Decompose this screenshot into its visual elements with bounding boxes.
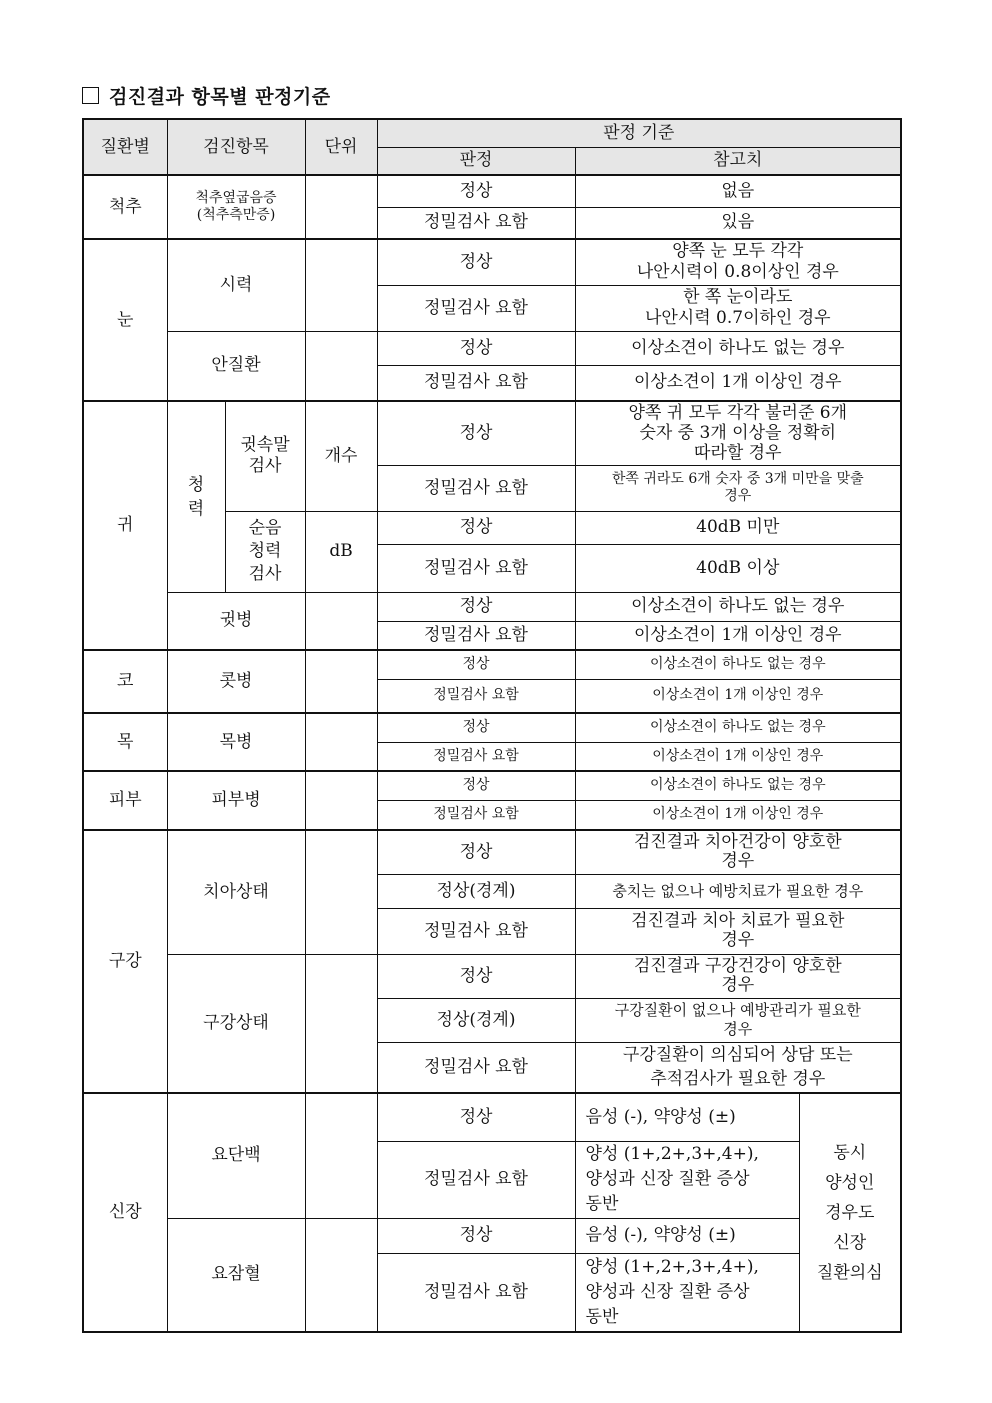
- unit-cell: 개수: [305, 401, 377, 511]
- reference-cell: 검진결과 구강건강이 양호한 경우: [575, 954, 901, 998]
- header-judgment: 판정: [377, 147, 575, 175]
- item-cell: 콧병: [167, 650, 305, 713]
- item-cell: 시력: [167, 239, 305, 331]
- judgment-cell: 정상(경계): [377, 998, 575, 1042]
- judgment-cell: 정상: [377, 954, 575, 998]
- reference-cell: 양쪽 눈 모두 각각 나안시력이 0.8이상인 경우: [575, 239, 901, 285]
- header-criteria: 판정 기준: [377, 119, 901, 147]
- reference-cell: 음성 (-), 약양성 (±): [575, 1218, 799, 1253]
- reference-cell: 이상소견이 하나도 없는 경우: [575, 331, 901, 365]
- disease-cell: 눈: [83, 239, 167, 401]
- table-row: [83, 830, 901, 874]
- unit-cell: dB: [305, 511, 377, 592]
- unit-cell: [305, 771, 377, 830]
- judgment-cell: 정밀검사 요함: [377, 465, 575, 511]
- title-text: 검진결과 항목별 판정기준: [109, 86, 331, 108]
- table-row: [83, 401, 901, 465]
- header-disease: 질환별: [83, 119, 167, 175]
- judgment-cell: 정상: [377, 401, 575, 465]
- unit-cell: [305, 175, 377, 239]
- unit-cell: [305, 239, 377, 331]
- reference-cell: 한 쪽 눈이라도 나안시력 0.7이하인 경우: [575, 285, 901, 331]
- kidney-note-cell: 동시 양성인 경우도 신장 질환의심: [799, 1093, 901, 1332]
- judgment-cell: 정밀검사 요함: [377, 679, 575, 713]
- reference-cell: 이상소견이 1개 이상인 경우: [575, 679, 901, 713]
- disease-cell: 구강: [83, 830, 167, 1093]
- judgment-cell: 정밀검사 요함: [377, 285, 575, 331]
- page-title: [82, 82, 331, 109]
- reference-cell: 이상소견이 하나도 없는 경우: [575, 592, 901, 621]
- item-cell: 순음 청력 검사: [225, 511, 305, 592]
- item-cell: 귓병: [167, 592, 305, 650]
- unit-cell: [305, 592, 377, 650]
- header-item: 검진항목: [167, 119, 305, 175]
- judgment-cell: 정밀검사 요함: [377, 365, 575, 401]
- reference-cell: 검진결과 치아건강이 양호한 경우: [575, 830, 901, 874]
- unit-cell: [305, 830, 377, 954]
- table-row: [83, 1093, 901, 1141]
- reference-cell: 양성 (1+,2+,3+,4+), 양성과 신장 질환 증상 동반: [575, 1141, 799, 1218]
- item-cell: 요단백: [167, 1093, 305, 1218]
- header-reference: 참고치: [575, 147, 901, 175]
- table-row: [83, 713, 901, 742]
- disease-cell: 코: [83, 650, 167, 713]
- judgment-cell: 정상(경계): [377, 874, 575, 908]
- judgment-cell: 정밀검사 요함: [377, 621, 575, 650]
- item-cell: 구강상태: [167, 954, 305, 1093]
- table-row: [83, 1218, 901, 1253]
- judgment-cell: 정밀검사 요함: [377, 908, 575, 954]
- judgment-cell: 정밀검사 요함: [377, 1141, 575, 1218]
- judgment-cell: 정상: [377, 592, 575, 621]
- reference-cell: 이상소견이 1개 이상인 경우: [575, 800, 901, 830]
- judgment-cell: 정상: [377, 1218, 575, 1253]
- judgment-cell: 정밀검사 요함: [377, 1042, 575, 1093]
- judgment-cell: 정상: [377, 650, 575, 679]
- reference-cell: 없음: [575, 175, 901, 207]
- reference-cell: 구강질환이 의심되어 상담 또는 추적검사가 필요한 경우: [575, 1042, 901, 1093]
- unit-cell: [305, 1218, 377, 1332]
- reference-cell: 이상소견이 1개 이상인 경우: [575, 365, 901, 401]
- judgment-cell: 정밀검사 요함: [377, 1253, 575, 1332]
- item-cell: 요잠혈: [167, 1218, 305, 1332]
- judgment-cell: 정상: [377, 830, 575, 874]
- reference-cell: 양쪽 귀 모두 각각 불러준 6개 숫자 중 3개 이상을 정확히 따라할 경우: [575, 401, 901, 465]
- item-cell: 척추옆굽음증 (척추측만증): [167, 175, 305, 239]
- reference-cell: 검진결과 치아 치료가 필요한 경우: [575, 908, 901, 954]
- table-row: [83, 954, 901, 998]
- table-row: [83, 331, 901, 365]
- item-cell: 치아상태: [167, 830, 305, 954]
- item-cell: 안질환: [167, 331, 305, 401]
- disease-cell: 목: [83, 713, 167, 771]
- table-row: [83, 592, 901, 621]
- reference-cell: 40dB 이상: [575, 544, 901, 592]
- table-row: [83, 771, 901, 800]
- unit-cell: [305, 331, 377, 401]
- reference-cell: 구강질환이 없으나 예방관리가 필요한 경우: [575, 998, 901, 1042]
- judgment-cell: 정밀검사 요함: [377, 742, 575, 771]
- judgment-cell: 정상: [377, 771, 575, 800]
- reference-cell: 이상소견이 하나도 없는 경우: [575, 771, 901, 800]
- header-row: [83, 119, 901, 147]
- reference-cell: 충치는 없으나 예방치료가 필요한 경우: [575, 874, 901, 908]
- judgment-cell: 정밀검사 요함: [377, 800, 575, 830]
- judgment-cell: 정상: [377, 175, 575, 207]
- judgment-cell: 정상: [377, 511, 575, 544]
- disease-cell: 피부: [83, 771, 167, 830]
- judgment-cell: 정상: [377, 713, 575, 742]
- reference-cell: 있음: [575, 207, 901, 239]
- header-unit: 단위: [305, 119, 377, 175]
- unit-cell: [305, 954, 377, 1093]
- reference-cell: 양성 (1+,2+,3+,4+), 양성과 신장 질환 증상 동반: [575, 1253, 799, 1332]
- judgment-cell: 정밀검사 요함: [377, 207, 575, 239]
- reference-cell: 음성 (-), 약양성 (±): [575, 1093, 799, 1141]
- table-row: [83, 239, 901, 285]
- reference-cell: 이상소견이 1개 이상인 경우: [575, 621, 901, 650]
- table-row: [83, 175, 901, 207]
- unit-cell: [305, 650, 377, 713]
- reference-cell: 한쪽 귀라도 6개 숫자 중 3개 미만을 맞출 경우: [575, 465, 901, 511]
- item-cell: 목병: [167, 713, 305, 771]
- judgment-cell: 정밀검사 요함: [377, 544, 575, 592]
- table-row: [83, 650, 901, 679]
- disease-cell: 신장: [83, 1093, 167, 1332]
- criteria-table: [82, 118, 902, 1333]
- reference-cell: 이상소견이 1개 이상인 경우: [575, 742, 901, 771]
- judgment-cell: 정상: [377, 1093, 575, 1141]
- reference-cell: 이상소견이 하나도 없는 경우: [575, 713, 901, 742]
- item-cell: 피부병: [167, 771, 305, 830]
- judgment-cell: 정상: [377, 239, 575, 285]
- reference-cell: 이상소견이 하나도 없는 경우: [575, 650, 901, 679]
- unit-cell: [305, 1093, 377, 1218]
- disease-cell: 귀: [83, 401, 167, 650]
- disease-cell: 척추: [83, 175, 167, 239]
- judgment-cell: 정상: [377, 331, 575, 365]
- checkbox-square-icon: [82, 87, 99, 104]
- item-cell: 귓속말 검사: [225, 401, 305, 511]
- hearing-cell: [167, 401, 225, 592]
- hearing-label: 청력: [187, 474, 205, 519]
- unit-cell: [305, 713, 377, 771]
- reference-cell: 40dB 미만: [575, 511, 901, 544]
